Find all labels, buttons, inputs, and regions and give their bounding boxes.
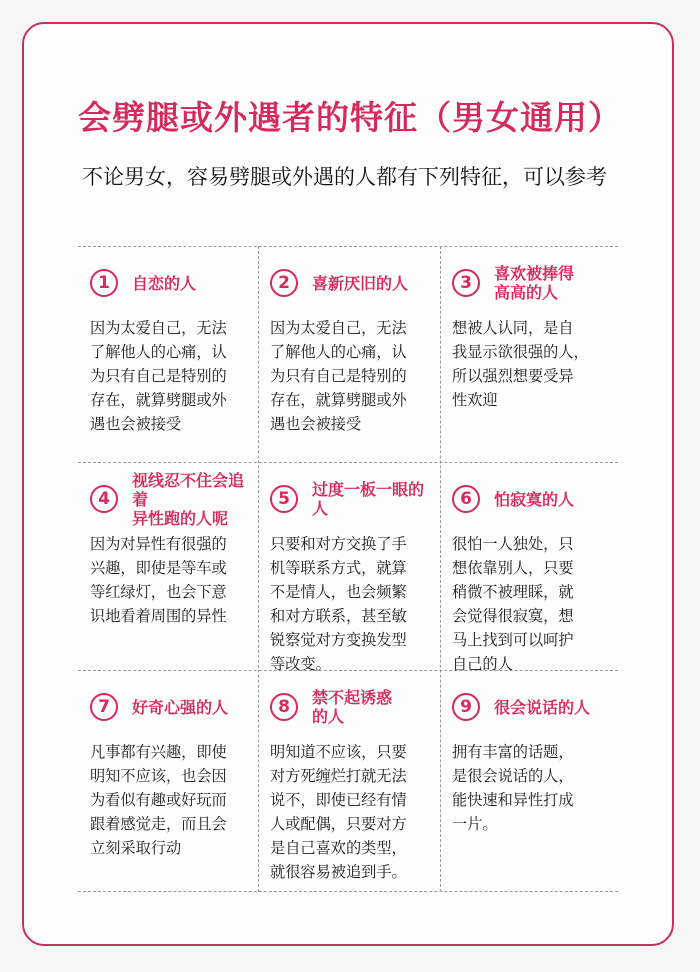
trait-title: 很会说话的人: [494, 697, 591, 717]
trait-description: 很怕一人独处，只 想依靠别人，只要 稍微不被理睬，就 会觉得很寂寞，想 马上找到可以呵护 自己的人: [452, 535, 574, 673]
trait-description: 只要和对方交换了手 机等联系方式，就算 不是情人，也会频繁 和对方联系，甚至敏 锐察觉对方变换发型 等改变。: [270, 535, 407, 673]
trait-title: 怕寂寞的人: [494, 489, 575, 509]
trait-title: 过度一板一眼的 人: [312, 480, 425, 518]
number-badge: 3: [452, 269, 480, 297]
trait-cell: [78, 462, 258, 628]
trait-description: 因为太爱自己，无法 了解他人的心痛，认 为只有自己是特别的 存在，就算劈腿或外 遇也会被接受: [270, 319, 407, 433]
number-badge: 5: [270, 485, 298, 513]
number-badge: 6: [452, 485, 480, 513]
trait-description: 因为太爱自己，无法 了解他人的心痛，认 为只有自己是特别的 存在，就算劈腿或外 遇也会被接受: [90, 319, 227, 433]
trait-title: 视线忍不住会追着 异性跑的人呢: [132, 470, 245, 528]
trait-cell: [258, 670, 440, 884]
page-subtitle: 不论男女，容易劈腿或外遇的人都有下列特征，可以参考: [82, 165, 607, 189]
trait-title: 喜欢被捧得 高高的人: [494, 264, 575, 302]
trait-description: 凡事都有兴趣，即使 明知不应该，也会因 为看似有趣或好玩而 跟着感觉走，而且会 立刻采取行动: [90, 743, 227, 857]
grid-line-bottom: [78, 891, 618, 892]
trait-title: 自恋的人: [132, 273, 197, 293]
trait-cell: [78, 246, 258, 436]
trait-description: 明知道不应该，只要 对方死缠烂打就无法 说不，即使已经有情 人或配偶，只要对方 是自己喜欢的类型， 就很容易被追到手。: [270, 743, 407, 881]
trait-cell: [78, 670, 258, 860]
number-badge: 1: [90, 269, 118, 297]
trait-title: 好奇心强的人: [132, 697, 229, 717]
number-badge: 7: [90, 693, 118, 721]
trait-title: 禁不起诱惑 的人: [312, 688, 393, 726]
number-badge: 9: [452, 693, 480, 721]
trait-cell: [440, 462, 618, 676]
trait-description: 因为对异性有很强的 兴趣，即使是等车或 等红绿灯，也会下意 识地看着周围的异性: [90, 535, 227, 625]
trait-description: 拥有丰富的话题， 是很会说话的人， 能快速和异性打成 一片。: [452, 743, 574, 833]
traits-grid: [78, 246, 618, 892]
trait-description: 想被人认同，是自 我显示欲很强的人， 所以强烈想要受异 性欢迎: [452, 319, 589, 409]
page-title: 会劈腿或外遇者的特征（男女通用）: [78, 98, 622, 137]
trait-cell: [258, 462, 440, 676]
trait-cell: [440, 246, 618, 412]
trait-title: 喜新厌旧的人: [312, 273, 409, 293]
number-badge: 4: [90, 485, 118, 513]
number-badge: 2: [270, 269, 298, 297]
trait-cell: [258, 246, 440, 436]
number-badge: 8: [270, 693, 298, 721]
trait-cell: [440, 670, 618, 836]
